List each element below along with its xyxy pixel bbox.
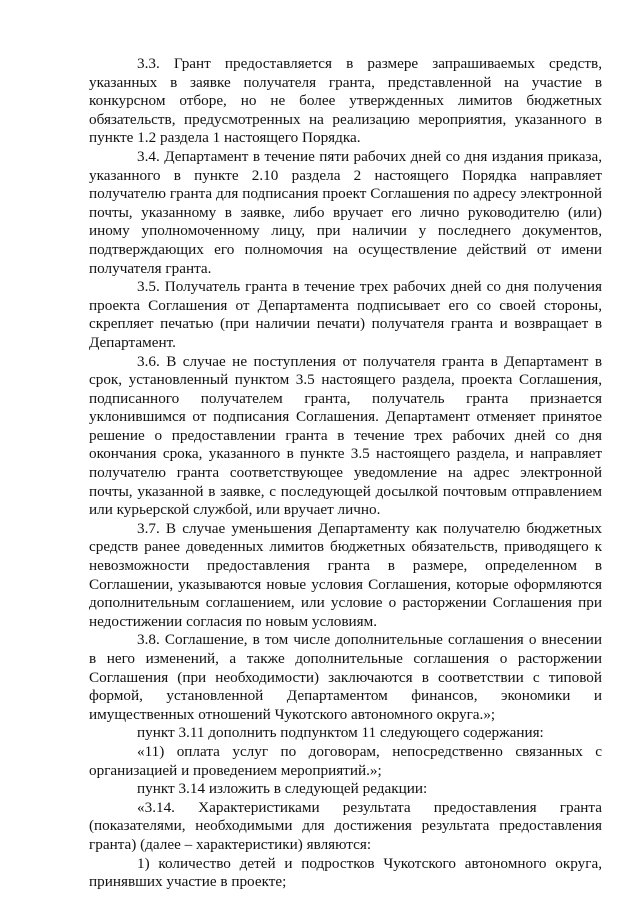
document-body — [89, 55, 602, 892]
paragraph-3-5: 3.5. Получатель гранта в течение трех рабочих дней со дня получения проекта Соглашения от Департамента подписывает его со своей стороны, скрепляет печатью (при наличии печати) получателя гранта и возвращает в Департамент. — [89, 278, 602, 351]
amendment-3-14-intro: пункт 3.14 изложить в следующей редакции: — [137, 780, 428, 798]
paragraph-3-7: 3.7. В случае уменьшения Департаменту как получателю бюджетных средств ранее доведенных лимитов бюджетных обязательств, приводящего к невозможности предоставления гранта в размере, определенном в Соглашении, указываются новые условия Соглашения, которые оформляются дополнительным соглашением, или условие о расторжении Соглашения при недостижении согласия по новым условиям. — [89, 519, 602, 630]
paragraph-3-8: 3.8. Соглашение, в том числе дополнительные соглашения о внесении в него изменений, а также дополнительные соглашения о расторжении Соглашения (при необходимости) заключаются в соответствии с типовой формой, установленной Департаментом финансов, экономики и имущественных отношений Чукотского автономного округа.»; — [89, 631, 602, 723]
paragraph-3-14: «3.14. Характеристиками результата предоставления гранта (показателями, необходимыми для достижения результата предоставления гранта) (далее – характеристики) являются: — [89, 798, 602, 853]
paragraph-3-6: 3.6. В случае не поступления от получателя гранта в Департамент в срок, установленный пунктом 3.5 настоящего раздела, проекта Соглашения, подписанного получателем гранта, получатель гранта признается уклонившимся от подписания Соглашения. Департамент отменяет принятое решение о предоставлении гранта в течение трех рабочих дней со дня окончания срока, указанного в пункте 3.5 настоящего раздела, и направляет получателю гранта соответствующее уведомление на адрес электронной почты, указанной в заявке, с последующей досылкой почтовым отправлением или курьерской службой, или вручает лично. — [89, 352, 602, 519]
subitem-11: «11) оплата услуг по договорам, непосредственно связанных с организацией и проведением мероприятий.»; — [89, 742, 602, 779]
item-1: 1) количество детей и подростков Чукотского автономного округа, принявших участие в проекте; — [89, 854, 602, 891]
paragraph-3-4: 3.4. Департамент в течение пяти рабочих дней со дня издания приказа, указанного в пункте 2.10 раздела 2 настоящего Порядка направляет получателю гранта для подписания проект Соглашения по адресу электронной почты, указанному в заявке, либо вручает его лично руководителю (или) иному уполномоченному лицу, при наличии у последнего документов, подтверждающих его полномочия на осуществление действий от имени получателя гранта. — [89, 147, 602, 277]
paragraph-3-3: 3.3. Грант предоставляется в размере запрашиваемых средств, указанных в заявке получателя гранта, представленной на участие в конкурсном отборе, но не более утвержденных лимитов бюджетных обязательств, предусмотренных на реализацию мероприятия, указанного в пункте 1.2 раздела 1 настоящего Порядка. — [89, 55, 602, 147]
amendment-3-11-intro: пункт 3.11 дополнить подпунктом 11 следующего содержания: — [137, 724, 544, 742]
